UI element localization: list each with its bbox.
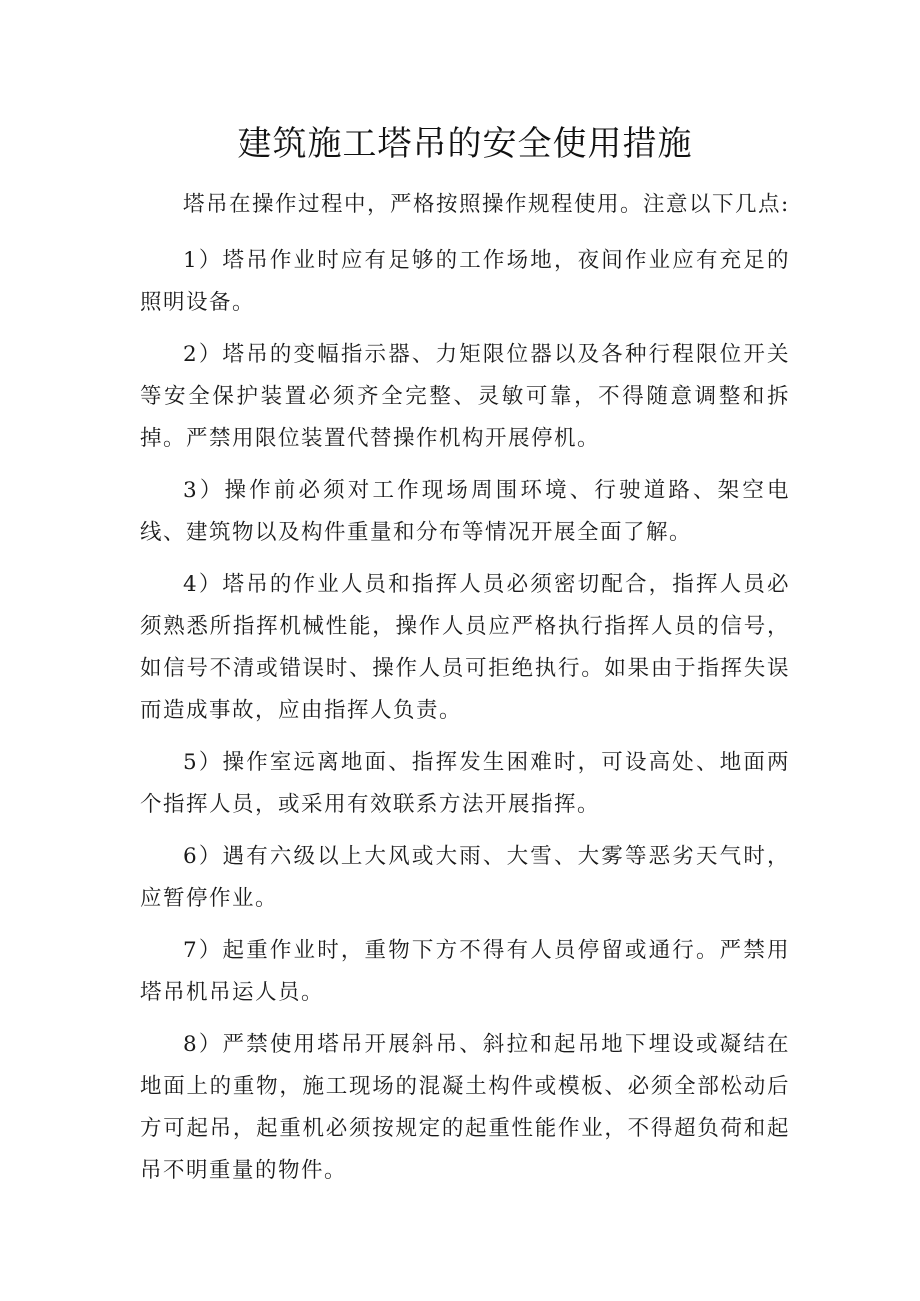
list-item-8: 8）严禁使用塔吊开展斜吊、斜拉和起吊地下埋设或凝结在地面上的重物，施工现场的混凝土构件或模板、必须全部松动后方可起吊，起重机必须按规定的起重性能作业，不得超负荷和起吊不明重量的物件。: [140, 1032, 790, 1183]
list-item-3: 3）操作前必须对工作现场周围环境、行驶道路、架空电线、建筑物以及构件重量和分布等情况开展全面了解。: [140, 478, 790, 545]
list-item-4: 4）塔吊的作业人员和指挥人员必须密切配合，指挥人员必须熟悉所指挥机械性能，操作人员应严格执行指挥人员的信号，如信号不清或错误时、操作人员可拒绝执行。如果由于指挥失误而造成事故，应由指挥人负责。: [140, 572, 790, 723]
list-item-5: 5）操作室远离地面、指挥发生困难时，可设高处、地面两个指挥人员，或采用有效联系方法开展指挥。: [140, 750, 790, 817]
list-item-6: 6）遇有六级以上大风或大雨、大雪、大雾等恶劣天气时，应暂停作业。: [140, 844, 790, 911]
document-body: [140, 184, 790, 1192]
list-item-7: 7）起重作业时，重物下方不得有人员停留或通行。严禁用塔吊机吊运人员。: [140, 938, 790, 1005]
document-title: 建筑施工塔吊的安全使用措施: [237, 124, 693, 164]
list-item-2: 2）塔吊的变幅指示器、力矩限位器以及各种行程限位开关等安全保护装置必须齐全完整、灵敏可靠，不得随意调整和拆掉。严禁用限位装置代替操作机构开展停机。: [140, 342, 790, 451]
intro-paragraph: 塔吊在操作过程中，严格按照操作规程使用。注意以下几点:: [183, 192, 790, 217]
document-page: [140, 0, 790, 1202]
list-item-1: 1）塔吊作业时应有足够的工作场地，夜间作业应有充足的照明设备。: [140, 248, 790, 315]
